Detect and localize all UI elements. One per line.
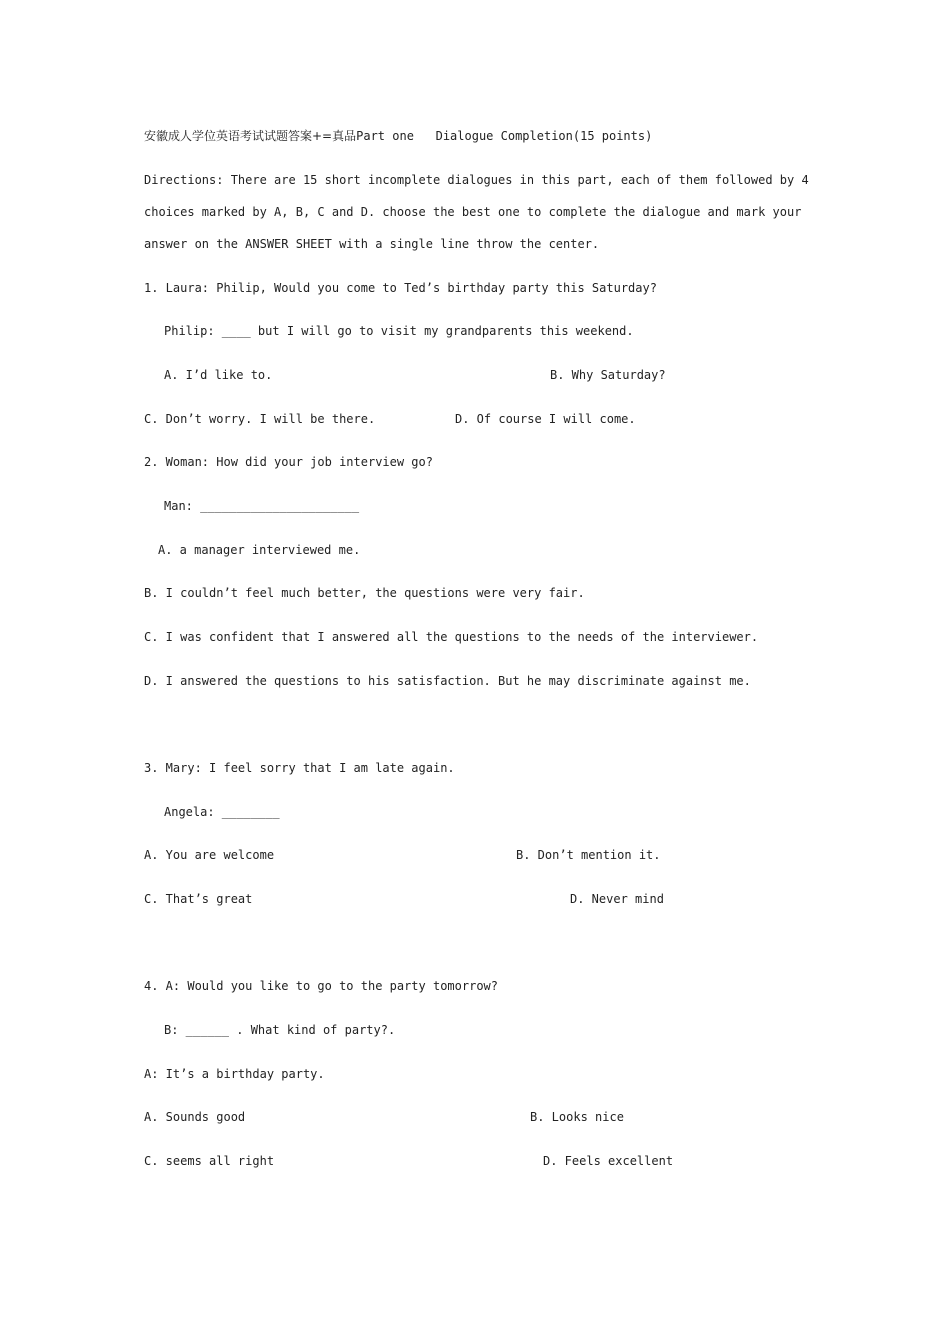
question-4-prompt: 4. A: Would you like to go to the party tomorrow? (144, 979, 499, 993)
question-1-option-c: C. Don’t worry. I will be there. (144, 412, 376, 426)
directions-line-1: Directions: There are 15 short incomplete dialogues in this part, each of them followed by 4 (144, 173, 809, 187)
question-4-reply-2: A: It’s a birthday party. (144, 1067, 325, 1081)
question-1-option-d: D. Of course I will come. (455, 412, 636, 426)
question-4-reply: B: ______ . What kind of party?. (164, 1023, 396, 1037)
question-2-option-d: D. I answered the questions to his satisfaction. But he may discriminate against me. (144, 674, 751, 688)
title-chinese: 安徽成人学位英语考试试题答案+=真品 (144, 129, 357, 143)
question-1-prompt: 1. Laura: Philip, Would you come to Ted’s birthday party this Saturday? (144, 281, 657, 295)
question-2-option-a: A. a manager interviewed me. (158, 543, 361, 557)
question-4-option-b: B. Looks nice (530, 1110, 624, 1124)
question-2-prompt: 2. Woman: How did your job interview go? (144, 455, 433, 469)
question-3-option-a: A. You are welcome (144, 848, 275, 862)
title-english: Part one Dialogue Completion(15 points) (356, 129, 653, 143)
question-2-reply: Man: ______________________ (164, 499, 360, 513)
directions-line-2: choices marked by A, B, C and D. choose the best one to complete the dialogue and mark your (144, 205, 802, 219)
question-3-prompt: 3. Mary: I feel sorry that I am late again. (144, 761, 455, 775)
question-3-reply: Angela: ________ (164, 805, 280, 819)
question-1-option-b: B. Why Saturday? (550, 368, 666, 382)
question-2-option-b: B. I couldn’t feel much better, the questions were very fair. (144, 586, 585, 600)
question-2-option-c: C. I was confident that I answered all the questions to the needs of the interviewer. (144, 630, 759, 644)
question-1-option-a: A. I’d like to. (164, 368, 273, 382)
question-3-option-d: D. Never mind (570, 892, 664, 906)
question-3-option-c: C. That’s great (144, 892, 253, 906)
question-4-option-d: D. Feels excellent (543, 1154, 674, 1168)
question-4-option-c: C. seems all right (144, 1154, 275, 1168)
page-title (144, 128, 652, 144)
question-3-option-b: B. Don’t mention it. (516, 848, 661, 862)
question-4-option-a: A. Sounds good (144, 1110, 246, 1124)
directions-line-3: answer on the ANSWER SHEET with a single line throw the center. (144, 237, 600, 251)
question-1-reply: Philip: ____ but I will go to visit my grandparents this weekend. (164, 324, 634, 338)
